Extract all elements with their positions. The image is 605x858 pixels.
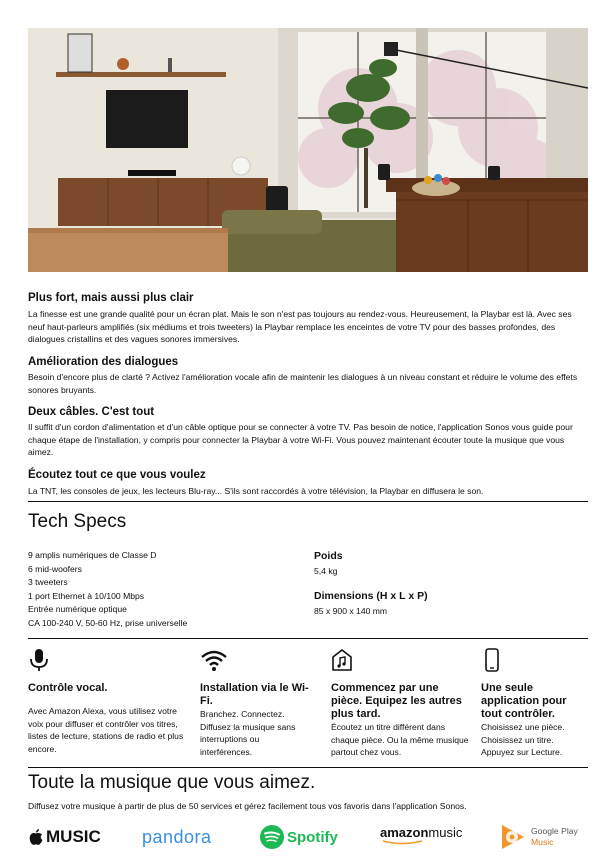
cables-body: Il suffit d'un cordon d'alimentation et d'un câble optique pour se connecter à votre TV. Pas besoin de notice, l'application Sonos vous guide pour chaque étape de l'installation, y compris pour connecter la Playbar à votre Wi-Fi. Vous pouvez maintenant écouter toute la musique que vous aimez. [28, 422, 573, 458]
amazon-text: amazon [380, 825, 429, 840]
feature-title: Une seule application pour tout contrôler. [481, 682, 567, 720]
divider-bottom [28, 767, 588, 768]
pandora-text: pandora [142, 826, 212, 847]
spec-item: 6 mid-woofers [28, 563, 82, 574]
cables-title: Deux câbles. C'est tout [28, 406, 155, 418]
spotify-icon [260, 825, 284, 849]
spec-item: 9 amplis numériques de Classe D [28, 550, 157, 560]
divider-top [28, 501, 588, 502]
spotify-text: Spotify [287, 828, 338, 846]
dialogues-title: Amélioration des dialogues [28, 356, 179, 368]
microphone-icon [28, 648, 50, 672]
feature-body: Écoutez un titre différent dans chaque pièce. Ou la même musique partout chez vous. [331, 722, 469, 758]
ecoutez-title: Écoutez tout ce que vous voulez [28, 469, 206, 481]
spec-item: Entrée numérique optique [28, 604, 127, 615]
weight-label: Poids [314, 550, 343, 562]
feature-rooms [331, 648, 471, 759]
wifi-icon [200, 648, 228, 672]
footer-subtitle: Diffusez votre musique à partir de plus de 50 services et gérez facilement tous vos favoris dans l'application Sonos. [28, 801, 467, 811]
dimensions-label: Dimensions (H x L x P) [314, 590, 428, 602]
feature-app [481, 648, 586, 759]
feature-voice [28, 648, 188, 755]
amazon-smile-icon [382, 840, 426, 845]
feature-title: Contrôle vocal. [28, 682, 108, 694]
feature-title: Installation via le Wi-Fi. [200, 682, 309, 707]
tech-specs-title: Tech Specs [28, 511, 127, 532]
google-music-text: Music [531, 837, 554, 847]
spec-item: 1 port Ethernet à 10/100 Mbps [28, 590, 145, 601]
google-play-music-logo [500, 822, 578, 852]
feature-title: Commencez par une pièce. Equipez les autres plus tard. [331, 682, 462, 720]
feature-body: Choisissez une pièce. Choisissez un titre. Appuyez sur Lecture. [481, 722, 565, 758]
intro-body: La finesse est une grande qualité pour un écran plat. Mais le son n'est pas toujours au rendez-vous. Heureusement, la Playbar est là. Avec ses neuf haut-parleurs amplifiés (six médiums et trois tweeters) la Playbar remplace les enceintes de votre TV pour des basses profondes, des dialogues cristallins et des vagues sonores immersives. [28, 309, 572, 345]
amazon-music-text: music [428, 825, 463, 840]
footer-title: Toute la musique que vous aimez. [28, 772, 316, 793]
dialogues-body: Besoin d'encore plus de clarté ? Activez l'amélioration vocale afin de maintenir les dialogues à un niveau constant et réduire le volume des effets sonores bruyants. [28, 372, 578, 395]
apple-icon [28, 828, 44, 846]
divider-middle [28, 638, 588, 639]
living-room-photo [28, 28, 588, 272]
ecoutez-body: La TNT, les consoles de jeux, les lecteurs Blu-ray... S'ils sont raccordés à votre télévision, la Playbar en diffusera le son. [28, 486, 484, 496]
google-play-music-icon [500, 823, 526, 851]
feature-body: Avec Amazon Alexa, vous utilisez votre voix pour diffuser et contrôler vos titres, listes de lecture, stations de radio et plus encore. [28, 706, 184, 754]
intro-title: Plus fort, mais aussi plus clair [28, 292, 194, 304]
pandora-logo [142, 822, 212, 852]
spec-list [28, 549, 268, 631]
apple-music-text: MUSIC [46, 827, 101, 846]
music-note-icon [331, 648, 353, 672]
apple-music-logo [28, 822, 101, 852]
spotify-logo [260, 822, 338, 852]
spec-item: 3 tweeters [28, 577, 68, 588]
dimensions-value: 85 x 900 x 140 mm [314, 606, 388, 616]
google-play-text: Google Play [531, 826, 578, 836]
smartphone-icon [481, 648, 503, 672]
amazon-music-logo [380, 822, 462, 852]
feature-body: Branchez. Connectez. Diffusez la musique sans interruptions ou interférences. [200, 709, 296, 757]
weight-value: 5,4 kg [314, 566, 338, 576]
living-room-illustration [28, 28, 588, 272]
spec-item: CA 100-240 V, 50-60 Hz, prise universelle [28, 617, 188, 628]
feature-wifi [200, 648, 310, 758]
